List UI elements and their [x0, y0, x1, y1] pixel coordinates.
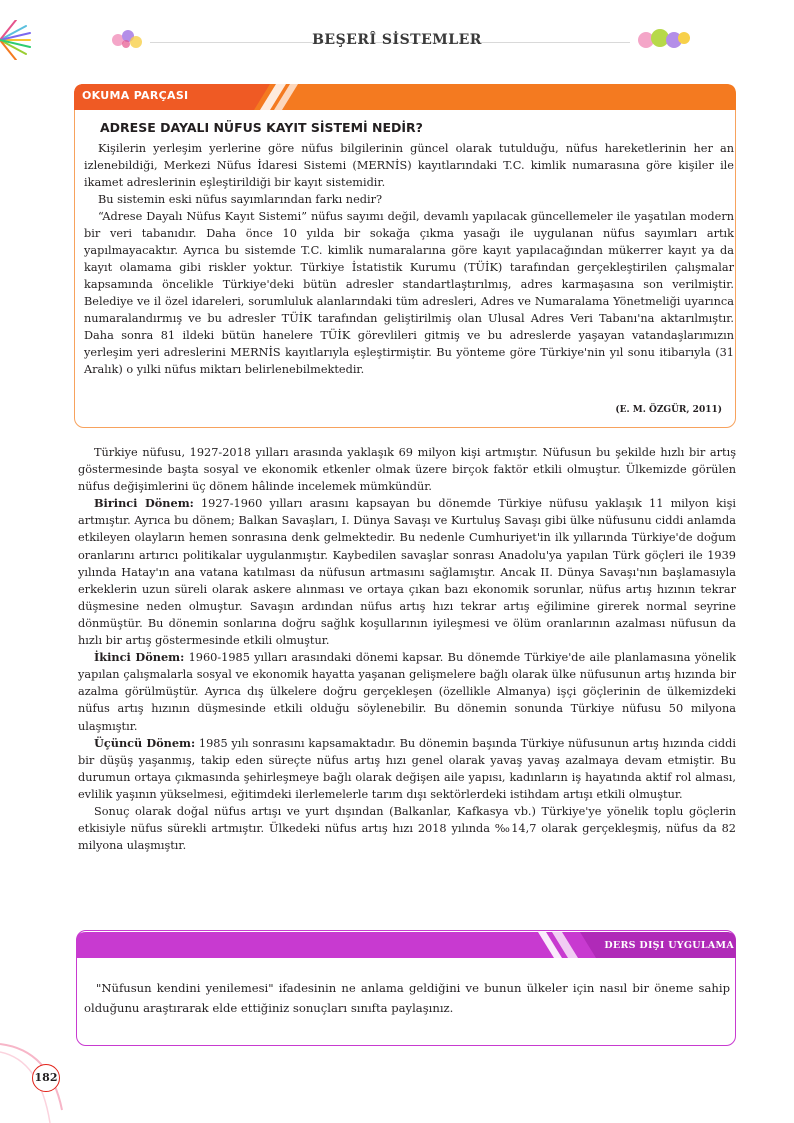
first-period-heading: Birinci Dönem:: [94, 496, 194, 511]
reading-paragraph: Kişilerin yerleşim yerlerine göre nüfus bilgilerinin güncel olarak tutulduğu, nüfus hareketlerinin her an izlenebildiği, Merkezi Nüfus İdaresi Sistemi (MERNİS) kayıtlarındaki T.C. kimlik numarasına göre kişiler ile ikamet adreslerinin eşleştirildiği bir kayıt sistemidir.: [84, 142, 734, 189]
activity-label: DERS DIŞI UYGULAMA: [604, 940, 734, 951]
page-number: 182: [32, 1064, 60, 1092]
activity-prompt: "Nüfusun kendini yenilemesi" ifadesinin ne anlama geldiğini ve bunun ülkeler için nasıl bir öneme sahip olduğunu araştırarak elde ettiğiniz sonuçları sınıfta paylaşınız.: [84, 981, 730, 1015]
reading-source-citation: (E. M. ÖZGÜR, 2011): [615, 405, 722, 415]
page-header-title: BEŞERÎ SİSTEMLER: [312, 32, 482, 48]
reading-paragraph: “Adrese Dayalı Nüfus Kayıt Sistemi” nüfus sayımı değil, devamlı yapılacak güncellemeler ile yaşatılan modern bir veri tabanıdır. Daha önce 10 yılda bir sokağa çıkma yasağı ile uygulanan nüfus sayımları artık yapılmayacaktır. Ayrıca bu sistemde T.C. kimlik numaralarına göre kayıt yapılacağından mükerrer kayıt ya da kayıt olamama gibi riskler yoktur. Türkiye İstatistik Kurumu (TÜİK) tarafından gerçekleştirilen çalışmalar kapsamında öncelikle Türkiye'deki bütün adresler standartlaştırılmış, adres karmaşasına son verilmiştir. Belediye ve il özel idareleri, sorumluluk alanlarındaki tüm adresleri, Adres ve Numaralama Yönetmeliği uyarınca numaralandırmış ve bu adresler TÜİK tarafından geliştirilmiş olan Ulusal Adres Veri Tabanı'na aktarılmıştır. Daha sonra 81 ildeki bütün hanelere TÜİK görevlileri gitmiş ve bu adreslerde yaşayan vatandaşlarımızın yerleşim yeri adreslerini MERNİS kayıtlarıyla eşleştirmiştir. Bu yönteme göre Türkiye'nin yıl sonu itibarıyla (31 Aralık) o yılki nüfus miktarı belirlenebilmektedir.: [84, 210, 734, 376]
second-period-heading: İkinci Dönem:: [94, 650, 185, 665]
second-period-paragraph: İkinci Dönem: 1960-1985 yılları arasındaki dönemi kapsar. Bu dönemde Türkiye'de aile planlamasına yönelik yapılan çalışmalarla sosyal ve ekonomik hayatta yaşanan gelişmelere bağlı olarak ülke nüfusunun artış hızında bir azalma görülmüştür. Ayrıca dış ülkelere doğru gerçekleşen (özellikle Almanya) işçi göçlerinin de ülkemizdeki nüfus artış hızının düşmesinde etkili olduğu söylenebilir. Bu dönemin sonunda Türkiye nüfusu 50 milyona ulaşmıştır.: [78, 650, 737, 733]
reading-passage-label: OKUMA PARÇASI: [82, 89, 189, 102]
reading-passage-title: ADRESE DAYALI NÜFUS KAYIT SİSTEMİ NEDİR?: [100, 120, 423, 135]
conclusion-paragraph: Sonuç olarak doğal nüfus artışı ve yurt dışından (Balkanlar, Kafkasya vb.) Türkiye'ye yönelik toplu göçlerin etkisiyle nüfus sürekli artmıştır. Ülkedeki nüfus artış hızı 2018 yılında ‰14,7 olarak gerçekleşmiş, nüfus da 82 milyona ulaşmıştır.: [78, 804, 736, 853]
third-period-paragraph: Üçüncü Dönem: 1985 yılı sonrasını kapsamaktadır. Bu dönemin başında Türkiye nüfusunun artış hızında ciddi bir düşüş yaşanmış, takip eden süreçte nüfus artış hızı genel olarak yavaş yavaş azalmaya devam etmiştir. Bu durumun ortaya çıkmasında şehirleşmeye bağlı olarak değişen aile yapısı, kadınların iş hayatında aktif rol alması, evlilik yaşının yükselmesi, eğitimdeki ilerlemelerle tarım dışı sektörlerdeki istihdam artışı etkili olmuştur.: [78, 735, 736, 801]
main-text: [78, 444, 736, 854]
reading-passage-body: [84, 140, 734, 378]
intro-paragraph: Türkiye nüfusu, 1927-2018 yılları arasında yaklaşık 69 milyon kişi artmıştır. Nüfusun bu şekilde hızlı bir artış göstermesinde başta sosyal ve ekonomik etkenler olmak üzere birçok faktör etkili olmuştur. Ülkemizde görülen nüfus değişimlerini üç dönem hâlinde incelemek mümkündür.: [78, 446, 736, 494]
first-period-paragraph: Birinci Dönem: 1927-1960 yılları arasını kapsayan bu dönemde Türkiye nüfusu yaklaşık 11 milyon kişi artmıştır. Ayrıca bu dönem; Balkan Savaşları, I. Dünya Savaşı ve Kurtuluş Savaşı gibi ülke nüfusunu ciddi anlamda etkileyen olayların hemen sonrasına denk gelmektedir. Bu nedenle Cumhuriyet'in ilk yıllarında Türkiye'de doğum oranlarını artırıcı politikalar uygulanmıştır. Kaybedilen savaşlar sonrası Anadolu'ya yapılan Türk göçleri ile 1939 yılında Hatay'ın ana vatana katılması da nüfusun artmasını sağlamıştır. Ancak II. Dünya Savaşı'nın başlamasıyla erkeklerin uzun süreli olarak askere alınması ve ortaya çıkan bazı ekonomik sorunlar, nüfus artış hızının tekrar düşmesine neden olmuştur. Savaşın ardından nüfus artış hızı tekrar artış eğilimine girerek normal seyrine dönmüştür. Bu dönemin sonlarına doğru sağlık koşullarının iyileşmesi ve ölüm oranlarının azalması nüfusun da hızlı bir artış göstermesinde etkili olmuştur.: [78, 496, 736, 648]
third-period-heading: Üçüncü Dönem:: [94, 735, 196, 750]
activity-text: [84, 978, 730, 1018]
reading-question: Bu sistemin eski nüfus sayımlarından farkı nedir?: [98, 193, 383, 206]
